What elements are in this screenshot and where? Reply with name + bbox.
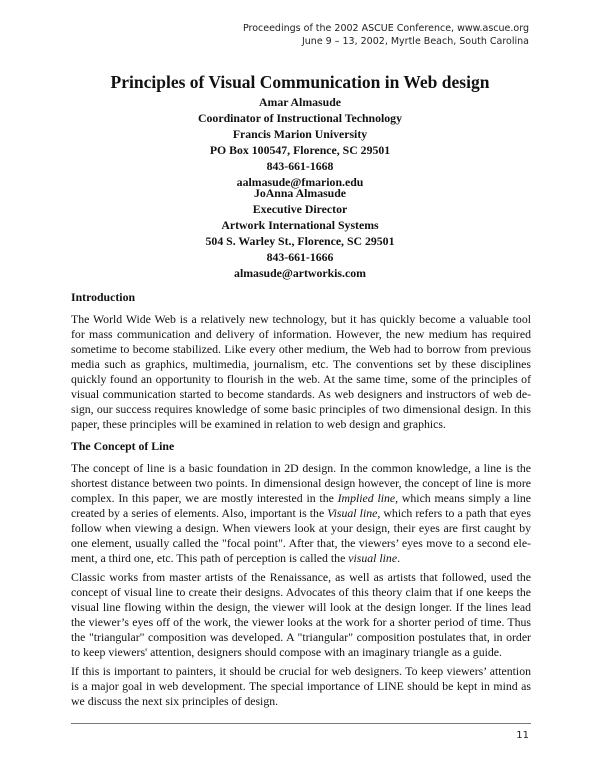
line-paragraph-2: Classic works from master artists of the Renaissance, as well as artists that followed, used the concept of visual line to create their designs. Advocates of this theory claim that if one keeps the visual line flowing within the design, the viewer will look at the design longer. If the lines lead the viewer’s eyes off of the work, the viewer looks at the work for a shorter period of time. Thus the "triangular" composition was developed. A "triangular" composition postulates that, in order to keep viewers' attention, designers should compose with an imaginary triangle as a guide. [71,570,531,659]
author-address: 504 S. Warley St., Florence, SC 29501 [205,234,395,248]
author-position: Coordinator of Instructional Technology [198,111,402,125]
author-block-2 [0,185,600,281]
author-email: aalmasude@fmarion.edu [236,175,364,189]
author-name: Amar Almasude [258,95,342,109]
author-position: Executive Director [252,202,348,216]
line-paragraph-1 [71,461,531,566]
intro-paragraph: The World Wide Web is a relatively new technology, but it has quickly become a valuable tool for mass communication and delivery of information. However, the new medium has required sometime to become stabilized. Like every other medium, the Web had to borrow from previous media such as graphics, multimedia, journalism, etc. The conventions set by these disciplines quickly found an opportunity to flourish in the web. At the same time, some of the principles of visual communication started to become standards. As web designers and instructors of web de-sign, our success requires knowledge of some basic principles of two dimensional design. In this paper, these principles will be examined in relation to web design and graphics. [71,312,531,431]
line-paragraph-3: If this is important to painters, it should be crucial for web designers. To keep viewers’ attention is a major goal in web development. The special importance of LINE should be kept in mind as we discuss the next six principles of design. [71,664,531,708]
header-conference: Proceedings of the 2002 ASCUE Conference, www.ascue.org [242,23,529,34]
author-phone: 843-661-1666 [266,250,334,264]
text-run: , which refers to a path that eyes follow when viewing a design. When viewers look at your design, their eyes are first caught by one element, usually called the "focal point". After that, the viewers’ eyes move to a second ele-ment, a third one, etc. This path of perception is called the [71,506,531,565]
section-heading-concept-of-line: The Concept of Line [71,439,175,453]
visual-line-term: visual line [348,551,398,565]
footer-divider [71,723,531,724]
paper-title: Principles of Visual Communication in Web design [110,72,490,92]
author-block-1 [0,94,600,190]
section-heading-introduction: Introduction [71,290,136,304]
author-institution: Francis Marion University [232,127,368,141]
text-run: The concept of line is a basic foundation in 2D design. In the common knowledge, a line is the shortest distance between two points. In dimensional design however, the concept of line is more complex. In this paper, we are mostly interested in the [71,461,531,505]
header-dates: June 9 – 13, 2002, Myrtle Beach, South Carolina [301,36,529,47]
author-institution: Artwork International Systems [221,218,379,232]
author-email: almasude@artworkis.com [234,266,366,280]
page-number: 11 [516,730,529,741]
text-run: . [397,551,401,565]
author-address: PO Box 100547, Florence, SC 29501 [209,143,391,157]
author-phone: 843-661-1668 [266,159,334,173]
paper-body [71,290,531,713]
running-header [243,22,529,48]
text-run: , which means simply a line created by a series of elements. Also, important is the [71,491,531,520]
implied-line-term: Implied line [337,491,396,505]
author-name: JoAnna Almasude [253,186,347,200]
visual-line-term: Visual line [327,506,378,520]
